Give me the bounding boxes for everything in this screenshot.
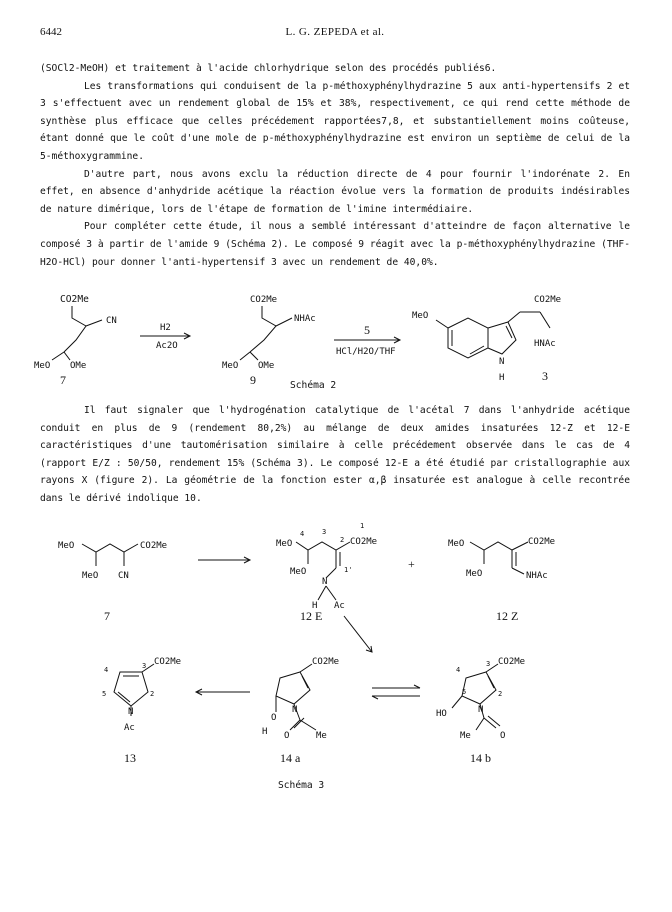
hnac-label: HNAc bbox=[534, 339, 556, 349]
arrow-12e-to-14b bbox=[344, 616, 372, 652]
plus-sign: + bbox=[408, 557, 415, 571]
equilibrium-arrows bbox=[372, 685, 420, 699]
co2me-label: CO2Me bbox=[250, 295, 278, 305]
compound-12z-label: 12 Z bbox=[496, 609, 519, 623]
ac-label: Ac bbox=[124, 723, 135, 733]
reagent-ac2o: Ac2O bbox=[156, 341, 178, 351]
article-body bbox=[40, 60, 630, 271]
h-label: H bbox=[499, 373, 505, 383]
running-head: L. G. ZEPEDA et al. bbox=[285, 26, 385, 38]
meo-label: MeO bbox=[34, 361, 51, 371]
me-label: Me bbox=[316, 731, 327, 741]
h-label: H bbox=[312, 601, 318, 611]
page-number: 6442 bbox=[40, 26, 62, 38]
n-label: N bbox=[292, 705, 298, 715]
compound-14a-label: 14 a bbox=[280, 751, 301, 765]
arrow-7-to-12 bbox=[198, 557, 250, 563]
co2me-label: CO2Me bbox=[528, 537, 556, 547]
paragraph-3: D'autre part, nous avons exclu la réduction directe de 4 pour fournir l'indorénate 2. En effet, en absence d'anhydride acétique la réaction évolue vers la formation de produits indésirables de nature dimérique, lors de l'étape de formation de l'imine intermédiaire. bbox=[40, 168, 630, 215]
meo-label: MeO bbox=[58, 541, 75, 551]
compound-9-structure bbox=[222, 295, 316, 387]
n-label: N bbox=[322, 577, 328, 587]
reagent-h2: H2 bbox=[160, 323, 171, 333]
scheme-2-caption: Schéma 2 bbox=[290, 380, 337, 391]
n-label: N bbox=[499, 357, 505, 367]
article-body-continued bbox=[40, 402, 630, 508]
page-header bbox=[40, 26, 630, 42]
meo-label: MeO bbox=[82, 571, 99, 581]
o-label: O bbox=[284, 731, 290, 741]
co2me-label: CO2Me bbox=[350, 537, 378, 547]
o-label: O bbox=[500, 731, 506, 741]
h-label: H bbox=[262, 727, 268, 737]
compound-7-structure bbox=[58, 541, 167, 623]
reagent-hcl: HCl/H2O/THF bbox=[336, 347, 396, 357]
scheme-2-figure bbox=[0, 288, 672, 392]
meo-label: MeO bbox=[290, 567, 307, 577]
meo-label: MeO bbox=[412, 311, 429, 321]
compound-7-structure bbox=[34, 294, 117, 387]
num-2: 2 bbox=[498, 690, 503, 698]
co2me-label: CO2Me bbox=[140, 541, 168, 551]
reagent-5: 5 bbox=[364, 323, 370, 337]
arrow-14a-to-13 bbox=[196, 689, 250, 695]
compound-7-label: 7 bbox=[104, 609, 110, 623]
compound-14a-structure bbox=[262, 657, 339, 765]
meo-label: MeO bbox=[466, 569, 483, 579]
meo-label: MeO bbox=[276, 539, 293, 549]
num-4: 4 bbox=[104, 666, 109, 674]
paragraph-5: Il faut signaler que l'hydrogénation catalytique de l'acétal 7 dans l'anhydride acétique conduit en plus de 9 (rendement 80,2%) au mélange de deux amides insaturées 12-Z et 12-E caractéristiques d'une tautomérisation similaire à celle précédement observée dans le cas de 4 (rapport E/Z : 50/50, rendement 15% (Schéma 3). Le composé 12-E a été étudié par cristallographie aux rayons X (figure 2). La géométrie de la fonction ester α,β insaturée est analogue à celle recontrée dans le dérivé indolique 10. bbox=[40, 405, 630, 504]
compound-13-label: 13 bbox=[124, 751, 136, 765]
num-5: 5 bbox=[102, 690, 107, 698]
co2me-label: CO2Me bbox=[312, 657, 340, 667]
num-1-prime: 1' bbox=[344, 566, 353, 574]
compound-9-label: 9 bbox=[250, 373, 256, 387]
cn-label: CN bbox=[118, 571, 129, 581]
o-label: O bbox=[271, 713, 277, 723]
compound-3-label: 3 bbox=[542, 369, 548, 383]
compound-12z-structure bbox=[448, 537, 555, 623]
num-3: 3 bbox=[322, 528, 327, 536]
compound-14b-structure bbox=[436, 657, 525, 765]
compound-12e-label: 12 E bbox=[300, 609, 323, 623]
co2me-label: CO2Me bbox=[154, 657, 182, 667]
compound-3-structure bbox=[412, 295, 561, 383]
compound-13-structure bbox=[102, 657, 181, 765]
num-4: 4 bbox=[300, 530, 305, 538]
num-3: 3 bbox=[486, 660, 491, 668]
meo-label: MeO bbox=[222, 361, 239, 371]
num-5: 5 bbox=[462, 688, 467, 696]
cn-label: CN bbox=[106, 316, 117, 326]
me-label: Me bbox=[460, 731, 471, 741]
scheme-3-caption: Schéma 3 bbox=[278, 780, 325, 791]
meo-label: MeO bbox=[448, 539, 465, 549]
scheme-3-figure bbox=[0, 516, 672, 800]
num-4: 4 bbox=[456, 666, 461, 674]
paragraph-2: Les transformations qui conduisent de la p-méthoxyphénylhydrazine 5 aux anti-hypertensifs 2 et 3 s'effectuent avec un rendement global de 15% et 38%, respectivement, ce qui rend cette méthode de synthèse plus efficace que celles précédement rapportées7,8, et substantiellement moins coûteuse, étant donné que le coût d'une mole de p-méthoxyphénylhydrazine est environ un septième de celui de la 5-méthoxygrammine. bbox=[40, 80, 630, 162]
num-3: 3 bbox=[142, 662, 147, 670]
co2me-label: CO2Me bbox=[498, 657, 526, 667]
co2me-label: CO2Me bbox=[60, 294, 89, 305]
co2me-label: CO2Me bbox=[534, 295, 562, 305]
arrow-h2-ac2o bbox=[140, 323, 190, 351]
compound-12e-structure bbox=[276, 522, 377, 623]
paragraph-1: (SOCl2-MeOH) et traitement à l'acide chlorhydrique selon des procédés publiés6. bbox=[40, 63, 497, 74]
arrow-reagent-5 bbox=[334, 323, 400, 357]
ome-label: OMe bbox=[258, 361, 275, 371]
num-2: 2 bbox=[150, 690, 155, 698]
ome-label: OMe bbox=[70, 361, 87, 371]
n-label: N bbox=[478, 705, 484, 715]
nhac-label: NHAc bbox=[294, 314, 316, 324]
nhac-label: NHAc bbox=[526, 571, 548, 581]
compound-14b-label: 14 b bbox=[470, 751, 491, 765]
compound-7-label: 7 bbox=[60, 373, 66, 387]
num-2: 2 bbox=[340, 536, 345, 544]
n-label: N bbox=[128, 707, 134, 717]
ac-label: Ac bbox=[334, 601, 345, 611]
paragraph-4: Pour compléter cette étude, il nous a semblé intéressant d'atteindre de façon alternative le composé 3 à partir de l'amide 9 (Schéma 2). Le composé 9 réagit avec la p-méthoxyphénylhydrazine (THF-H2O-HCl) pour donner l'anti-hypertensif 3 avec un rendement de 40,0%. bbox=[40, 221, 630, 268]
num-1: 1 bbox=[360, 522, 365, 530]
ho-label: HO bbox=[436, 709, 447, 719]
